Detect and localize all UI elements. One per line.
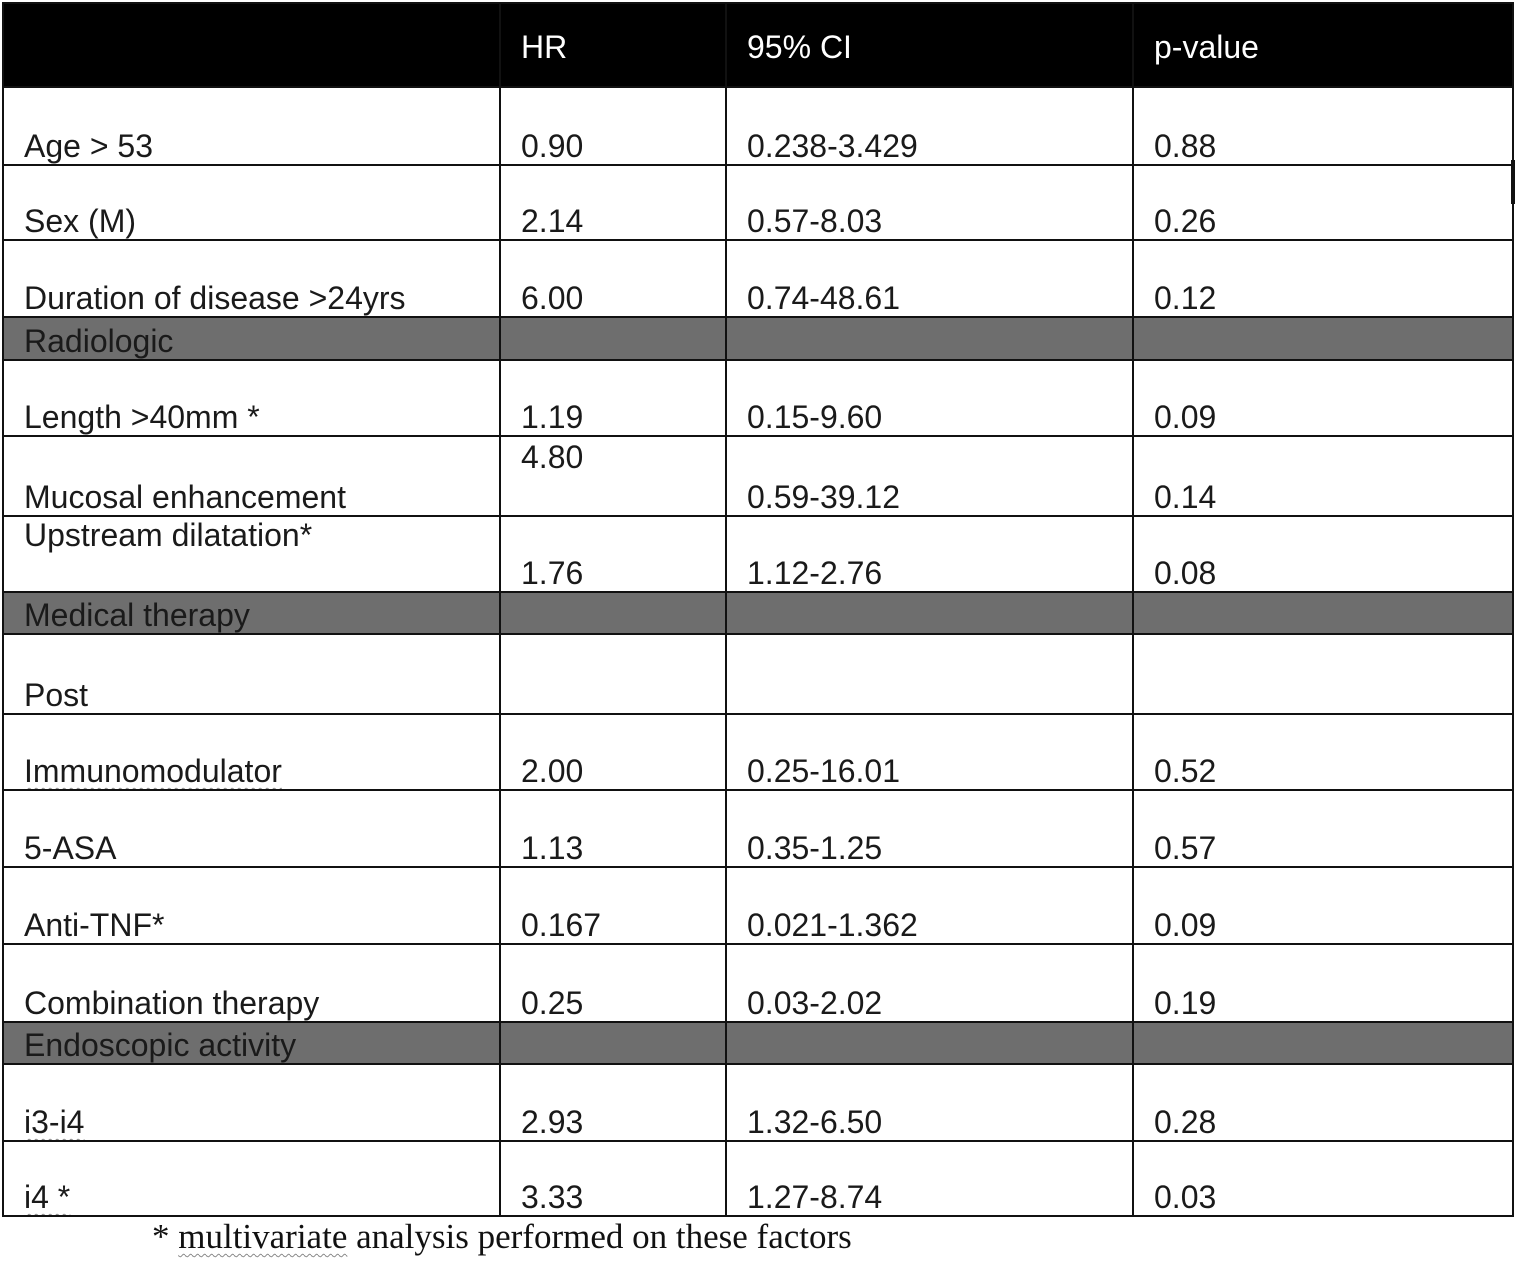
ci-value: 0.238-3.429 [726,87,1133,165]
header-p-value: p-value [1133,3,1513,87]
header-variable [3,3,500,87]
ci-value: 0.25-16.01 [726,714,1133,790]
row-label-text: Immunomodulator [24,753,282,789]
table-row [3,165,1513,240]
table-row [3,634,1513,714]
p-value: 0.08 [1133,516,1513,592]
footnote-underlined-word: multivariate [178,1217,348,1256]
table-row [3,240,1513,317]
header-ci: 95% CI [726,3,1133,87]
p-value: 0.26 [1133,165,1513,240]
row-label [3,714,500,790]
row-label [3,1064,500,1141]
row-label-text: i3-i4 [24,1104,85,1140]
table-row [3,436,1513,516]
ci-value: 1.12-2.76 [726,516,1133,592]
row-label: Duration of disease >24yrs [3,240,500,317]
table-row [3,714,1513,790]
p-value: 0.14 [1133,436,1513,516]
ci-value: 0.57-8.03 [726,165,1133,240]
row-label: Post [3,634,500,714]
row-label: Anti-TNF* [3,867,500,944]
ci-value: 0.59-39.12 [726,436,1133,516]
header-row [3,3,1513,87]
table-row [3,360,1513,436]
hr-value: 1.13 [500,790,726,867]
ci-value: 0.03-2.02 [726,944,1133,1022]
p-value: 0.09 [1133,867,1513,944]
hr-value: 0.25 [500,944,726,1022]
hr-value [500,634,726,714]
ci-value: 1.27-8.74 [726,1141,1133,1216]
hr-value: 1.76 [500,516,726,592]
row-label: Mucosal enhancement [3,436,500,516]
ci-value [726,634,1133,714]
row-label [3,1141,500,1216]
results-table [2,2,1514,1217]
p-value: 0.52 [1133,714,1513,790]
p-value: 0.12 [1133,240,1513,317]
table-edge-mark [1511,160,1515,204]
section-label-medical-therapy: Medical therapy [3,592,500,634]
ci-value: 0.74-48.61 [726,240,1133,317]
section-label-endoscopic-activity: Endoscopic activity [3,1022,500,1064]
ci-value: 0.15-9.60 [726,360,1133,436]
hr-value: 0.90 [500,87,726,165]
row-label: Sex (M) [3,165,500,240]
hr-value: 6.00 [500,240,726,317]
p-value: 0.57 [1133,790,1513,867]
header-hr: HR [500,3,726,87]
table-row [3,1064,1513,1141]
hr-value: 2.00 [500,714,726,790]
footnote-marker: * [152,1217,179,1256]
p-value: 0.88 [1133,87,1513,165]
row-label-text: i4 * [24,1179,71,1215]
row-label: Age > 53 [3,87,500,165]
table-row [3,790,1513,867]
hr-value: 4.80 [500,436,726,516]
p-value: 0.19 [1133,944,1513,1022]
p-value: 0.09 [1133,360,1513,436]
hr-value: 2.93 [500,1064,726,1141]
section-label-radiologic: Radiologic [3,317,500,360]
section-row [3,592,1513,634]
footnote [152,1217,852,1257]
ci-value: 0.021-1.362 [726,867,1133,944]
table-row [3,944,1513,1022]
p-value: 0.28 [1133,1064,1513,1141]
ci-value: 1.32-6.50 [726,1064,1133,1141]
table-row [3,867,1513,944]
hr-value: 2.14 [500,165,726,240]
footnote-text: analysis performed on these factors [347,1217,852,1256]
row-label: Length >40mm * [3,360,500,436]
section-row [3,317,1513,360]
table-row [3,1141,1513,1216]
section-row [3,1022,1513,1064]
p-value [1133,634,1513,714]
ci-value: 0.35-1.25 [726,790,1133,867]
p-value: 0.03 [1133,1141,1513,1216]
table-row [3,87,1513,165]
row-label: Combination therapy [3,944,500,1022]
row-label: Upstream dilatation* [3,516,500,592]
hr-value: 3.33 [500,1141,726,1216]
hr-value: 1.19 [500,360,726,436]
row-label: 5-ASA [3,790,500,867]
hr-value: 0.167 [500,867,726,944]
table-row [3,516,1513,592]
